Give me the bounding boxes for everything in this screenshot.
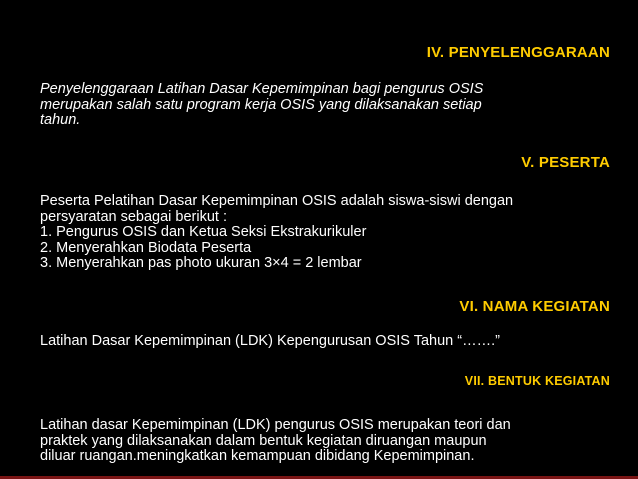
text-line: merupakan salah satu program kerja OSIS yang dilaksanakan setiap	[40, 96, 482, 113]
text-line: diluar ruangan.meningkatkan kemampuan dibidang Kepemimpinan.	[40, 448, 475, 464]
section-heading-bentuk-kegiatan: VII. BENTUK KEGIATAN	[464, 374, 610, 388]
text-line: 3. Menyerahkan pas photo ukuran 3×4 = 2 lembar	[40, 255, 362, 271]
text-line: persyaratan sebagai berikut :	[40, 208, 227, 225]
text-line: Latihan dasar Kepemimpinan (LDK) pengurus OSIS merupakan teori dan	[40, 417, 511, 433]
section-heading-peserta: V. PESERTA	[521, 154, 610, 171]
section-heading-nama-kegiatan: VI. NAMA KEGIATAN	[459, 298, 610, 315]
section-text-nama-kegiatan	[40, 334, 615, 350]
text-line: tahun.	[40, 112, 81, 128]
text-line: Latihan Dasar Kepemimpinan (LDK) Kepengurusan OSIS Tahun “…….”	[40, 333, 500, 349]
text-line: Peserta Pelatihan Dasar Kepemimpinan OSIS adalah siswa-siswi dengan	[40, 193, 514, 209]
section-heading-penyelenggaraan: IV. PENYELENGGARAAN	[426, 44, 610, 61]
section-text-bentuk-kegiatan	[40, 418, 615, 465]
section-text-penyelenggaraan	[40, 82, 615, 129]
text-line: praktek yang dilaksanakan dalam bentuk kegiatan diruangan maupun	[40, 432, 487, 449]
text-line: Penyelenggaraan Latihan Dasar Kepemimpinan bagi pengurus OSIS	[40, 81, 484, 97]
section-text-peserta	[40, 194, 615, 272]
text-line: 1. Pengurus OSIS dan Ketua Seksi Ekstrakurikuler	[40, 224, 367, 240]
text-line: 2. Menyerahkan Biodata Peserta	[40, 239, 252, 256]
